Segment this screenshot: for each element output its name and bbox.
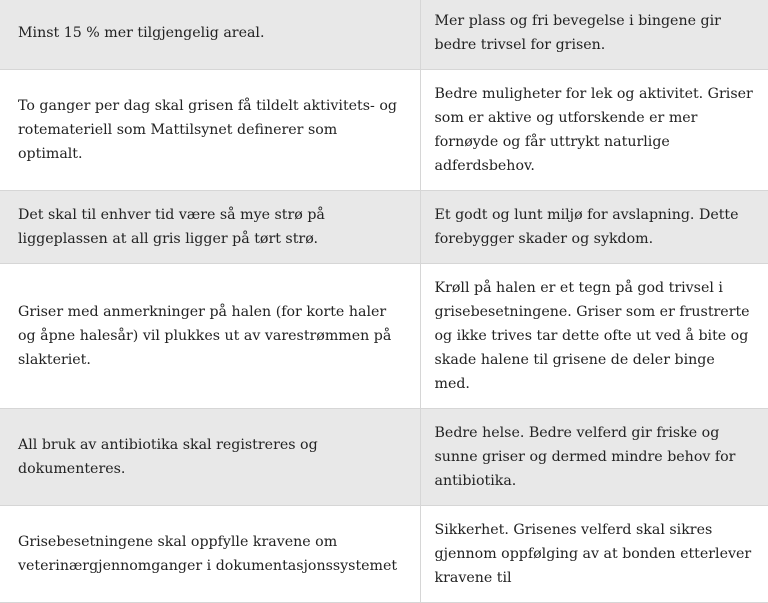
table-row: [0, 409, 768, 506]
benefit-cell: Mer plass og fri bevegelse i bingene gir bedre trivsel for grisen.: [420, 0, 768, 70]
table-row: [0, 506, 768, 603]
requirement-cell: Grisebesetningene skal oppfylle kravene om veterinærgjennomganger i dokumentasjonssystemet: [0, 506, 420, 603]
table-row: [0, 191, 768, 264]
table-row: [0, 70, 768, 191]
benefit-cell: Sikkerhet. Grisenes velferd skal sikres gjennom oppfølging av at bonden etterlever kravene til: [420, 506, 768, 603]
table-row: [0, 0, 768, 70]
requirement-cell: Minst 15 % mer tilgjengelig areal.: [0, 0, 420, 70]
requirement-cell: To ganger per dag skal grisen få tildelt aktivitets- og rotemateriell som Mattilsynet definerer som optimalt.: [0, 70, 420, 191]
requirement-cell: Det skal til enhver tid være så mye strø på liggeplassen at all gris ligger på tørt strø.: [0, 191, 420, 264]
table-row: [0, 264, 768, 409]
benefit-cell: Krøll på halen er et tegn på god trivsel i grisebesetningene. Griser som er frustrerte og ikke trives tar dette ofte ut ved å bite og skade halene til grisene de deler binge med.: [420, 264, 768, 409]
benefit-cell: Et godt og lunt miljø for avslapning. Dette forebygger skader og sykdom.: [420, 191, 768, 264]
benefit-cell: Bedre helse. Bedre velferd gir friske og sunne griser og dermed mindre behov for antibiotika.: [420, 409, 768, 506]
requirement-cell: All bruk av antibiotika skal registreres og dokumenteres.: [0, 409, 420, 506]
benefit-cell: Bedre muligheter for lek og aktivitet. Griser som er aktive og utforskende er mer fornøyde og får uttrykt naturlige adferdsbehov.: [420, 70, 768, 191]
requirement-cell: Griser med anmerkninger på halen (for korte haler og åpne halesår) vil plukkes ut av varestrømmen på slakteriet.: [0, 264, 420, 409]
